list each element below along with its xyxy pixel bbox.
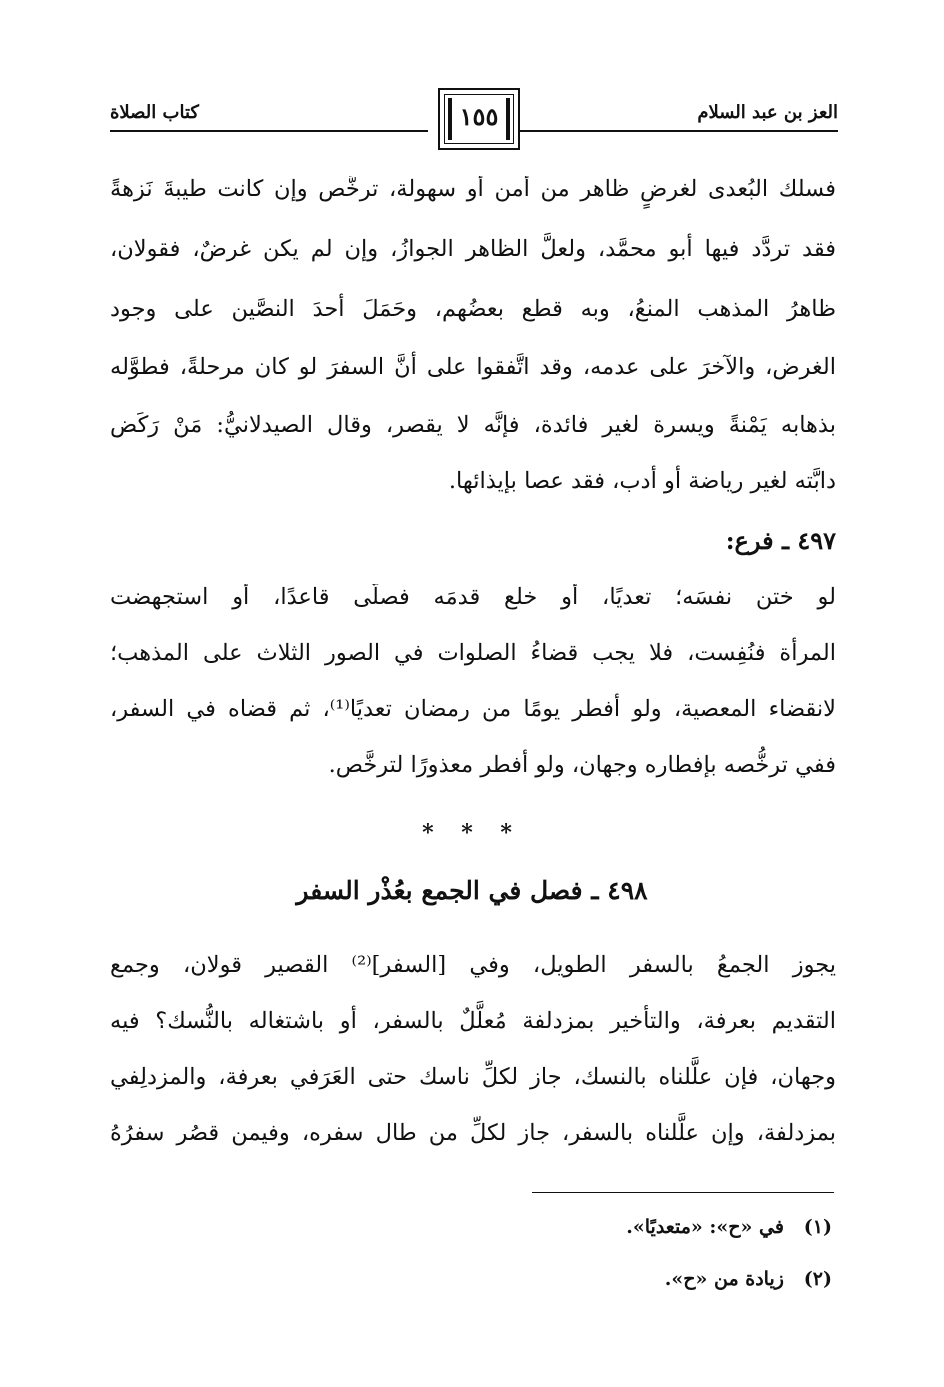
page-number: ١٥٥ bbox=[459, 102, 499, 131]
section-separator: * * * bbox=[422, 820, 522, 846]
text-line: لانقضاء المعصية، ولو أفطر يومًا من رمضان تعديًا⁽¹⁾، ثم قضاه في السفر، bbox=[110, 696, 836, 722]
header-rule-right bbox=[520, 130, 838, 132]
text-line: ظاهرُ المذهب المنعُ، وبه قطع بعضُهم، وحَمَلَ أحدَ النصَّين على وجود bbox=[110, 296, 836, 322]
footnote-number: (٢) bbox=[803, 1268, 832, 1290]
text-line: فسلك البُعدى لغرضٍ ظاهر من أمن أو سهولة، ترخَّص وإن كانت طيبةَ نَزهةً bbox=[110, 176, 836, 202]
text-line: الغرض، والآخرَ على عدمه، وقد اتَّفقوا على أنَّ السفرَ لو كان مرحلةً، فطوَّله bbox=[110, 354, 836, 380]
footnote bbox=[665, 1268, 832, 1290]
header-section-title: كتاب الصلاة bbox=[110, 102, 199, 123]
text-line: ففي ترخُّصه بإفطاره وجهان، ولو أفطر معذورًا لترخَّص. bbox=[328, 752, 836, 778]
footnote-rule bbox=[532, 1192, 834, 1193]
paragraph-1 bbox=[110, 176, 836, 496]
footnote-text: زيادة من «ح». bbox=[664, 1268, 784, 1290]
text-line: دابَّته لغير رياضة أو أدب، فقد عصا بإيذائها. bbox=[448, 468, 836, 494]
text-line: فقد تردَّد فيها أبو محمَّد، ولعلَّ الظاهر الجوازُ، وإن لم يكن غرضٌ، فقولان، bbox=[110, 236, 836, 262]
footnote-text: في «ح»: «متعديًا». bbox=[626, 1216, 784, 1238]
text-line: المرأة فنُفِست، فلا يجب قضاءُ الصلوات في الصور الثلاث على المذهب؛ bbox=[110, 640, 836, 666]
footnote-number: (١) bbox=[803, 1216, 832, 1238]
paragraph-2 bbox=[110, 584, 836, 784]
paragraph-3 bbox=[110, 952, 836, 1162]
text-line: التقديم بعرفة، والتأخير بمزدلفة مُعلَّلٌ بالسفر، أو باشتغاله بالنُّسك؟ فيه bbox=[110, 1008, 836, 1034]
header-author: العز بن عبد السلام bbox=[697, 102, 838, 123]
text-line: وجهان، فإن علَّلناه بالنسك، جاز لكلِّ ناسك حتى العَرَفي بعرفة، والمزدلِفي bbox=[110, 1064, 836, 1090]
text-line: بمزدلفة، وإن علَّلناه بالسفر، جاز لكلِّ من طال سفره، وفيمن قصُر سفرُهُ bbox=[110, 1120, 836, 1146]
page-number-frame bbox=[438, 88, 520, 150]
footnote bbox=[626, 1216, 832, 1238]
section-heading: ٤٩٨ ـ فصل في الجمع بعُذْر السفر bbox=[296, 876, 648, 905]
text-line: لو ختن نفسَه؛ تعديًا، أو خلع قدمَه فصلَّى قاعدًا، أو استجهضت bbox=[110, 584, 836, 610]
text-line: بذهابه يَمْنةً ويسرة لغير فائدة، فإنَّه لا يقصر، وقال الصيدلانيُّ: مَنْ رَكَض bbox=[110, 412, 836, 438]
branch-heading: ٤٩٧ ـ فرع: bbox=[725, 526, 836, 555]
header-rule-left bbox=[110, 130, 428, 132]
text-line: يجوز الجمعُ بالسفر الطويل، وفي [السفر]⁽²⁾ القصير قولان، وجمع bbox=[110, 952, 836, 978]
running-header bbox=[110, 96, 838, 156]
